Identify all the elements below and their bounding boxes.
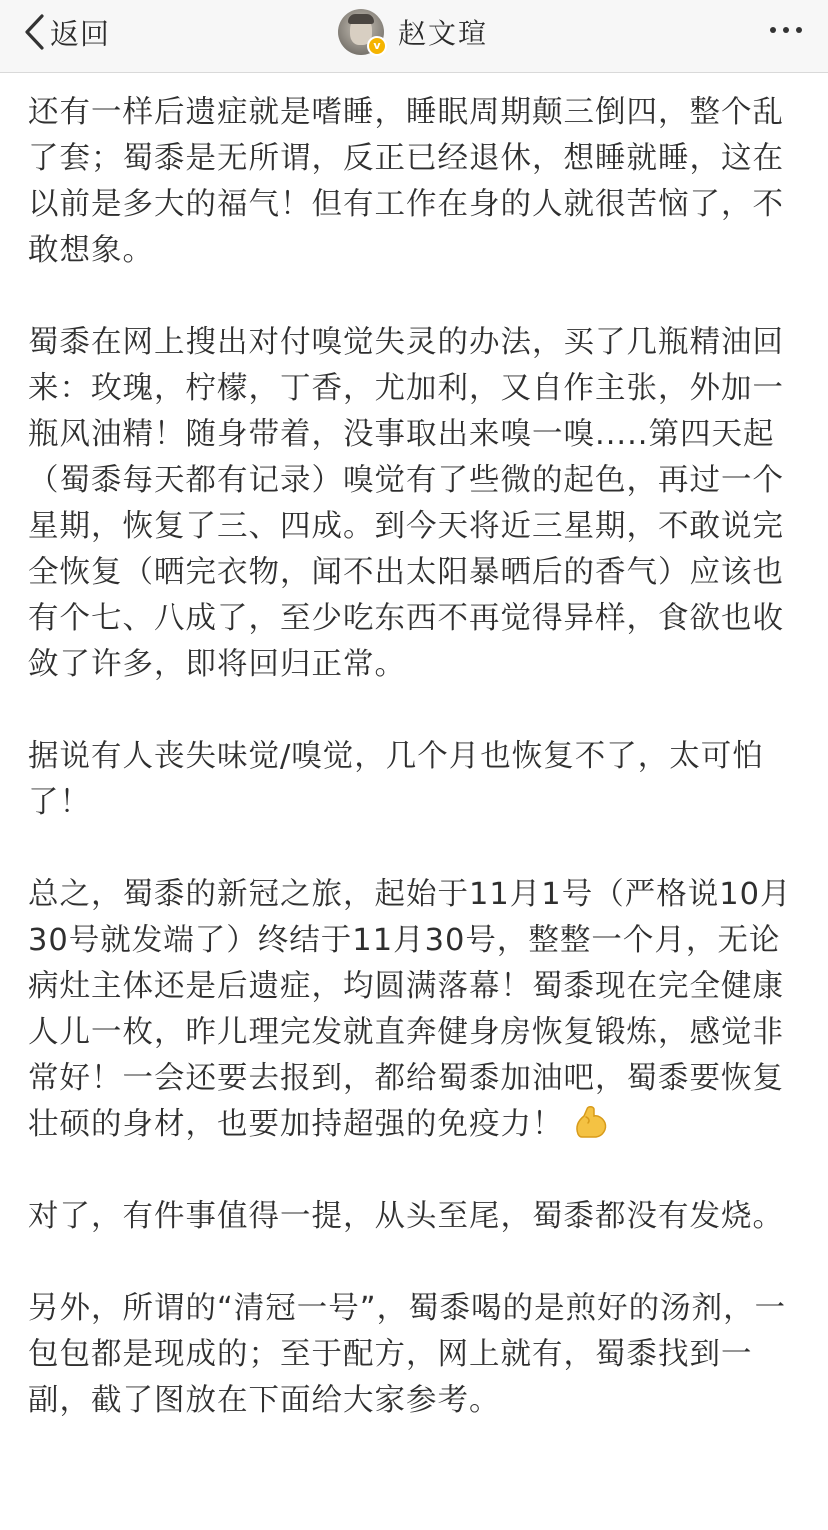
post-body [28,90,804,1470]
verified-badge-icon: v [367,36,387,56]
post-paragraph-text: 总之，蜀黍的新冠之旅，起始于11月1号（严格说10月30号就发端了）终结于11月30号，整整一个月，无论病灶主体还是后遗症，均圆满落幕！蜀黍现在完全健康人儿一枚，昨儿理完发就直奔健身房恢复锻炼，感觉非常好！一会还要去报到，都给蜀黍加油吧，蜀黍要恢复壮硕的身材，也要加持超强的免疫力！ [28,877,792,1142]
avatar[interactable] [338,9,384,55]
nav-bar [0,0,828,73]
more-dots-icon[interactable] [770,27,802,33]
dot [783,27,789,33]
author-name[interactable]: 赵文瑄 [398,17,489,50]
chevron-left-icon [22,12,46,52]
back-button[interactable] [22,10,110,54]
post-paragraph: 据说有人丧失味觉/嗅觉，几个月也恢复不了，太可怕了！ [28,739,764,820]
post-paragraph: 对了，有件事值得一提，从头至尾，蜀黍都没有发烧。 [28,1199,784,1234]
avatar-hair [348,14,374,24]
dot [796,27,802,33]
post-paragraph: 蜀黍在网上搜出对付嗅觉失灵的办法，买了几瓶精油回来：玫瑰，柠檬，丁香，尤加利，又自作主张，外加一瓶风油精！随身带着，没事取出来嗅一嗅.....第四天起（蜀黍每天都有记录）嗅觉有了些微的起色，再过一个星期，恢复了三、四成。到今天将近三星期，不敢说完全恢复（晒完衣物，闻不出太阳暴晒后的香气）应该也有个七、八成了，至少吃东西不再觉得异样，食欲也收敛了许多，即将回归正常。 [28,325,784,682]
post-paragraph: 另外，所谓的“清冠一号”，蜀黍喝的是煎好的汤剂，一包包都是现成的；至于配方，网上就有，蜀黍找到一副，截了图放在下面给大家参考。 [28,1291,787,1418]
back-label: 返回 [50,16,111,51]
author-header[interactable] [338,6,488,58]
flexed-biceps-icon [572,1104,610,1140]
dot [770,27,776,33]
post-paragraph-with-emoji [28,872,804,1148]
post-paragraph: 还有一样后遗症就是嗜睡，睡眠周期颠三倒四，整个乱了套；蜀黍是无所谓，反正已经退休，想睡就睡，这在以前是多大的福气！但有工作在身的人就很苦恼了，不敢想象。 [28,95,784,268]
